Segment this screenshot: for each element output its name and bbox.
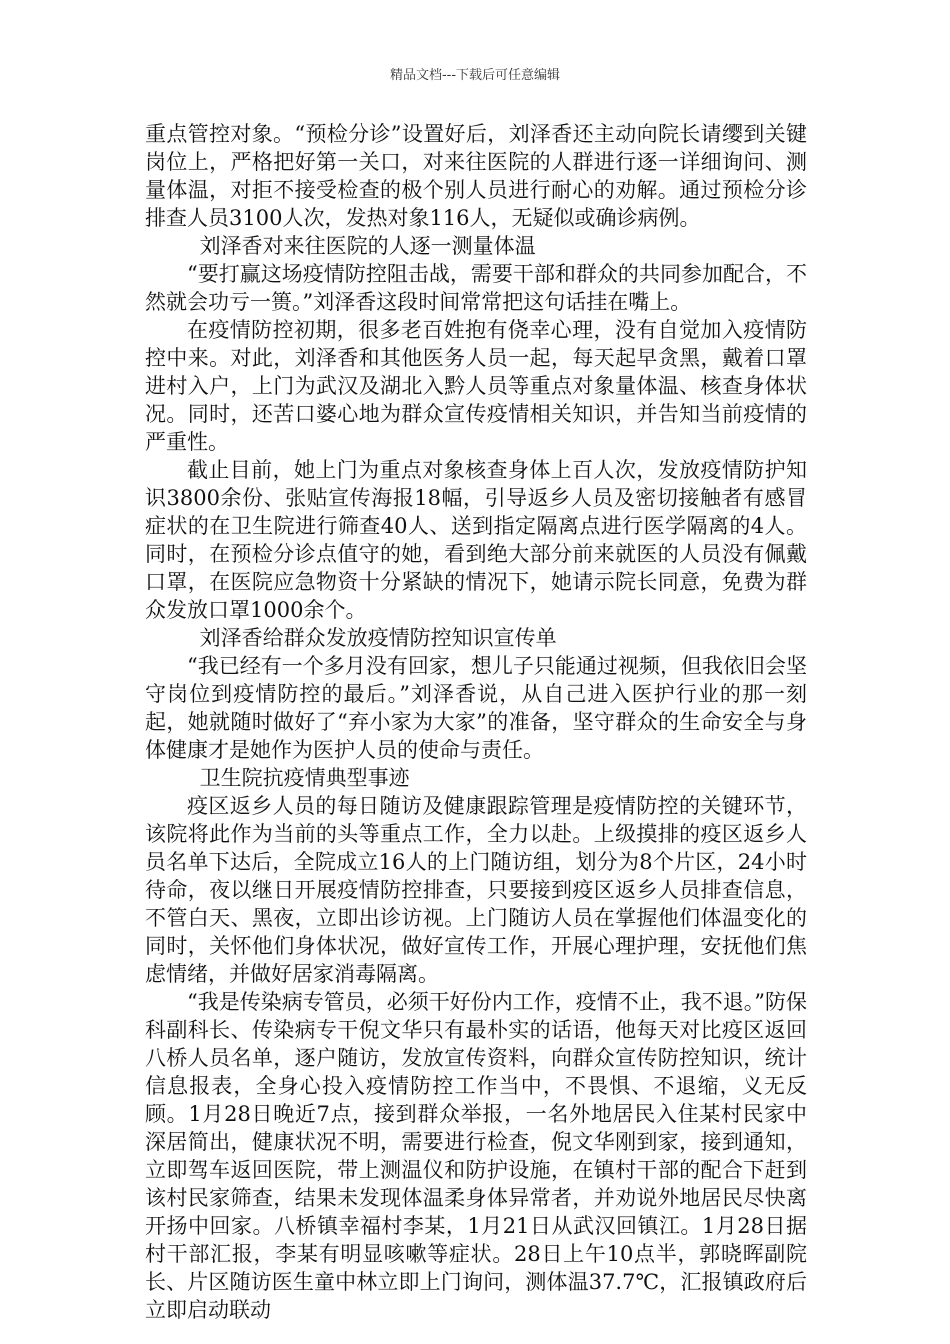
paragraph: “我是传染病专管员，必须干好份内工作，疫情不止，我不退。”防保科副科长、传染病专干倪文华只有最朴实的话语，他每天对比疫区返回八桥人员名单，逐户随访，发放宣传资料，向群众宣传防控知识，统计信息报表，全身心投入疫情防控工作当中，不畏惧、不退缩，义无反顾。1月28日晚近7点，接到群众举报，一名外地居民入住某村民家中深居简出，健康状况不明，需要进行检查，倪文华刚到家，接到通知，立即驾车返回医院，带上测温仪和防护设施，在镇村干部的配合下赶到该村民家筛查，结果未发现体温柔身体异常者，并劝说外地居民尽快离开扬中回家。八桥镇幸福村李某，1月21日从武汉回镇江。1月28日据村干部汇报，李某有明显咳嗽等症状。28日上午10点半，郭晓晖副院长、片区随访医生童中林立即上门询问，测体温37.7℃，汇报镇政府后立即启动联动 [145,990,807,1322]
paragraph: “我已经有一个多月没有回家，想儿子只能通过视频，但我依旧会坚守岗位到疫情防控的最后。”刘泽香说，从自己进入医护行业的那一刻起，她就随时做好了“弃小家为大家”的准备，坚守群众的生命安全与身体健康才是她作为医护人员的使命与责任。 [145,654,807,762]
image-caption: 刘泽香对来往医院的人逐一测量体温 [199,234,536,258]
paragraph: 截止目前，她上门为重点对象核查身体上百人次，发放疫情防护知识3800余份、张贴宣传海报18幅，引导返乡人员及密切接触者有感冒症状的在卫生院进行筛查40人、送到指定隔离点进行医学隔离的4人。同时，在预检分诊点值守的她，看到绝大部分前来就医的人员没有佩戴口罩，在医院应急物资十分紧缺的情况下，她请示院长同意，免费为群众发放口罩1000余个。 [145,458,807,622]
paragraph: 疫区返乡人员的每日随访及健康跟踪管理是疫情防控的关键环节，该院将此作为当前的头等重点工作，全力以赴。上级摸排的疫区返乡人员名单下达后，全院成立16人的上门随访组，划分为8个片区，24小时待命，夜以继日开展疫情防控排查，只要接到疫区返乡人员排查信息，不管白天、黑夜，立即出诊访视。上门随访人员在掌握他们体温变化的同时，关怀他们身体状况，做好宣传工作，开展心理护理，安抚他们焦虑情绪，并做好居家消毒隔离。 [145,794,807,986]
image-caption: 刘泽香给群众发放疫情防控知识宣传单 [199,626,557,650]
document-body [145,120,807,1324]
section-heading: 卫生院抗疫情典型事迹 [199,766,410,790]
paragraph: “要打赢这场疫情防控阻击战，需要干部和群众的共同参加配合，不然就会功亏一篑。”刘泽香这段时间常常把这句话挂在嘴上。 [145,262,807,314]
page-header: 精品文档---下载后可任意编辑 [389,68,561,83]
paragraph: 重点管控对象。“预检分诊”设置好后，刘泽香还主动向院长请缨到关键岗位上，严格把好第一关口，对来往医院的人群进行逐一详细询问、测量体温，对拒不接受检查的极个别人员进行耐心的劝解。通过预检分诊排查人员3100人次，发热对象116人，无疑似或确诊病例。 [145,122,807,230]
paragraph: 在疫情防控初期，很多老百姓抱有侥幸心理，没有自觉加入疫情防控中来。对此，刘泽香和其他医务人员一起，每天起早贪黑，戴着口罩进村入户，上门为武汉及湖北入黔人员等重点对象量体温、核查身体状况。同时，还苦口婆心地为群众宣传疫情相关知识，并告知当前疫情的严重性。 [145,318,807,454]
